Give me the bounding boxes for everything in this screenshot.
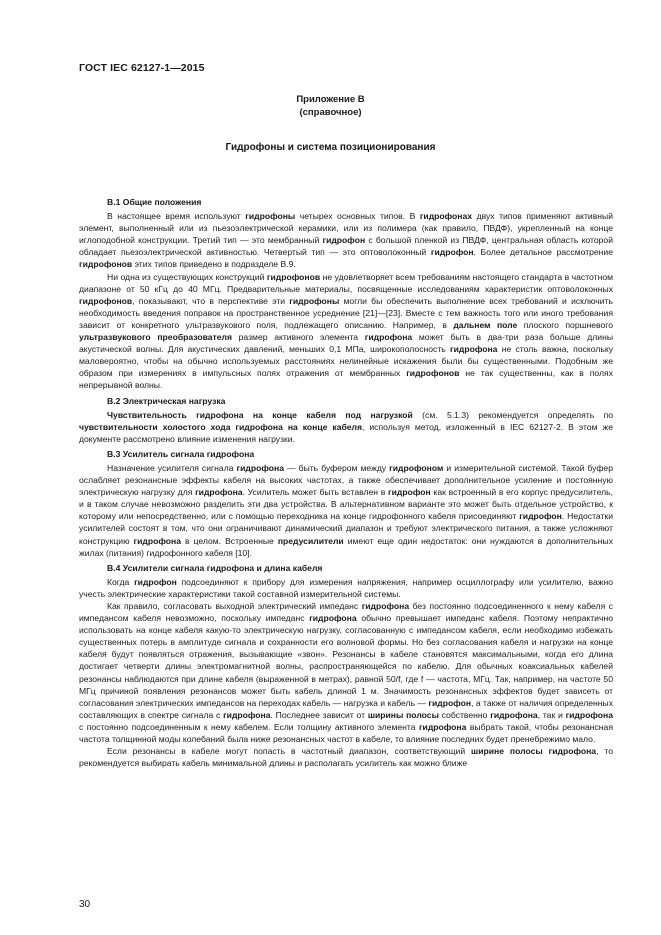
text-run: с постоянно подсоединенным к нему кабелем. Если толщину активного элемента [79, 721, 419, 732]
paragraph [79, 271, 613, 392]
text-run: , показывают, что в перспективе эти [132, 295, 290, 306]
page-number: 30 [79, 899, 91, 910]
text-run: , так и [537, 709, 566, 720]
text-run: в целом. Встроенные [180, 535, 278, 546]
bold-term: гидрофон [428, 697, 472, 708]
bold-term: гидрофонов [79, 259, 133, 270]
bold-term: гидрофона [195, 487, 243, 498]
bold-term: гидрофона [309, 613, 357, 624]
text-run: , используя метод, изложенный в IEC 62127-2. В этом же документе рассмотрено влияние изменения нагрузки. [79, 421, 613, 444]
bold-term: гидрофон [134, 576, 177, 587]
section-heading: B.1 Общие положения [107, 197, 202, 207]
bold-term: гидрофоны [289, 295, 340, 306]
text-run: имеют еще один недостаток: они нуждаются в дополнительных жилах (питания) гидрофонного кабеля [10]. [79, 535, 613, 558]
text-run: может быть в два-три раза больше длины акустической волны. Для акустических давлений, меньших 0,1 МПа, широкополосность [79, 332, 613, 355]
appendix-type: (справочное) [299, 107, 362, 118]
bold-term: ширине полосы гидрофона [471, 746, 597, 757]
text-run: с большой пленкой из ПВДФ, центральная область которой обладает пьезоэлектрической активностью. Четвертый тип — это оптоволоконный [79, 235, 614, 258]
text-run: , а также от наличия определенных составляющих в спектре сигнала с [79, 697, 613, 720]
bold-term: гидрофона [236, 462, 284, 473]
text-run: . Более детальное рассмотрение [473, 247, 614, 258]
section-heading: B.3 Усилитель сигнала гидрофона [107, 448, 255, 459]
text-run: Ни одна из существующих конструкций [107, 271, 267, 282]
bold-term: гидрофонов [406, 368, 460, 379]
bold-term: гидрофона [565, 709, 614, 720]
bold-term: Чувствительность гидрофона на конце кабеля под нагрузкой [107, 409, 413, 420]
text-run: подсоединяют к прибору для измерения напряжения, например осциллографу или усилителю, важно учесть электрические характеристики такой составной измерительной системы. [79, 576, 613, 599]
bold-term: гидрофона [223, 709, 271, 720]
text-run: этих типов приведено в подразделе B.9. [132, 259, 296, 270]
text-run: В настоящее время используют [107, 211, 246, 222]
text-run: без постоянно подсоединенного к нему кабеля с импедансом кабеля невозможно, поскольку импеданс [79, 601, 613, 624]
bold-term: гидрофона [450, 344, 498, 355]
section-heading: B.4 Усилители сигнала гидрофона и длина кабеля [107, 562, 323, 573]
paragraph [79, 576, 613, 600]
text-run: Назначение усилителя сигнала [107, 462, 237, 473]
text-run: . Последнее зависит от [270, 709, 368, 720]
text-run: плоского поршневого [517, 319, 613, 330]
bold-term: гидрофона [364, 332, 413, 343]
bold-term: ширины полосы [367, 709, 439, 720]
bold-term: предусилители [277, 535, 344, 546]
bold-term: дальнем поле [453, 319, 518, 330]
bold-term: ультразвукового преобразователя [79, 332, 232, 343]
section-heading: B.2 Электрическая нагрузка [107, 395, 226, 406]
text-run: двух типов применяют активный элемент, выполненный или из пьезоэлектрической керамики, или из полимера (как правило, ПВДФ), укрепленный на конце иглоподобной конструкции. Третий тип — это мембранный [79, 211, 613, 246]
text-run: . Усилитель может быть вставлен в [242, 487, 389, 498]
text-run: обычно превышает импеданс кабеля. Поэтому непрактично использовать на конце кабеля какую-то электрическую нагрузку, согласованную с импедансом кабеля, если необходимо избежать существенных потерь в амплитуде сигнала и сохранности его волновой формы. Но без согласования кабеля и нагрузки на конце кабеля будут появляться отражения, вызывающие «звон». Резонансы в кабеле становятся максимальными, когда его длина достигает четверти длины электромагнитной волны, распространяющейся по кабелю. Для обычных коаксиальных кабелей резонансы наблюдаются при длине кабеля (выраженной в метрах), равной 50/f, где f — частота, МГц. Так, например, на частоте 50 МГц причиной появления резонансов может быть кабель длиной 1 м. Значимость резонансных эффектов будет зависеть от согласования электрических импедансов на переходах кабель — нагрузка и кабель — [79, 613, 613, 708]
text-run: четырех основных типов. В [295, 211, 420, 222]
text-run: Как правило, согласовать выходной электрический импеданс [107, 601, 362, 611]
document-body [79, 194, 613, 769]
bold-term: гидрофоны [245, 211, 296, 222]
appendix-heading [0, 93, 661, 119]
text-run: и измерительной системой. Такой буфер ослабляет резонансные эффекты кабеля на высоких частотах, а также обеспечивает дополнительное усиление и постоянную электрическую нагрузку для [79, 462, 613, 498]
text-run: — быть буфером между [283, 462, 390, 473]
paragraph [79, 745, 613, 769]
text-run: Когда [107, 576, 135, 587]
standard-header: ГОСТ IEC 62127-1—2015 [79, 62, 205, 74]
paragraph [79, 210, 613, 270]
bold-term: чувствительности холостого хода гидрофона на конце кабеля [79, 421, 363, 432]
appendix-title: Гидрофоны и система позиционирования [225, 142, 436, 153]
text-run: собственно [438, 709, 491, 720]
text-run: размер активного элемента [231, 332, 365, 343]
bold-term: гидрофон [430, 247, 474, 258]
bold-term: гидрофоном [389, 462, 444, 473]
bold-term: гидрофона [133, 535, 181, 546]
paragraph [79, 409, 613, 445]
bold-term: гидрофона [490, 709, 538, 720]
appendix-label: Приложение B [296, 94, 365, 105]
text-run: не столь важна, поскольку маловероятно, чтобы на обычно используемых расстояниях нелинейные искажения были бы существенными. Подобным же образом при измерениях в импульсных полях отражения от мембранных [79, 344, 613, 379]
text-run: как встроенный в его корпус предусилитель, и в таком случае невозможно разделить эти два устройства. В альтернативном варианте это может быть отдельное устройство, к которому или непосредственно, или с помощью переходника на конце гидрофонного кабеля присоединяют [79, 487, 613, 522]
text-run: (см. 5.1.3) рекомендуется определять по [412, 409, 613, 420]
bold-term: гидрофон [322, 235, 366, 246]
text-run: . Недостатки усилителей состоят в том, что они ограничивают динамический диапазон и требуют электрического питания, а также усложняют конструкцию [79, 511, 613, 546]
bold-term: гидрофон [519, 511, 562, 522]
bold-term: гидрофонов [79, 295, 133, 306]
bold-term: гидрофонах [419, 211, 473, 222]
paragraph [79, 462, 613, 559]
bold-term: гидрофонов [266, 271, 321, 282]
paragraph [79, 600, 613, 745]
text-run: не удовлетворяет всем требованиям настоящего стандарта в частотном диапазоне от 50 кГц до 40 МГц. Предварительные материалы, посвященные исследованиям характеристик оптоволоконных [79, 271, 614, 294]
text-run: могли бы обеспечить выполнение всех требований и исключить необходимость введения поправок на пространственное усреднение [21]—[23]. Вместе с тем важность того или иного требования зависит от конкретного ультразвукового поля, подлежащего описанию. Например, в [79, 295, 613, 330]
bold-term: гидрофона [361, 601, 410, 611]
bold-term: гидрофон [388, 487, 431, 498]
text-run: выбрать такой, чтобы резонансная частота толщинной моды колебаний была ниже резонансных частот в кабеле, то влияние последних будет пренебрежимо мало. [79, 721, 613, 745]
text-run: не так существенны, как в полях непрерывной волны. [79, 368, 613, 391]
bold-term: гидрофона [418, 721, 467, 732]
text-run: Если резонансы в кабеле могут попасть в частотный диапазон, соответствующий [107, 746, 472, 757]
text-run: , то рекомендуется выбирать кабель минимальной длины и располагать усилитель как можно ближе [79, 746, 613, 769]
